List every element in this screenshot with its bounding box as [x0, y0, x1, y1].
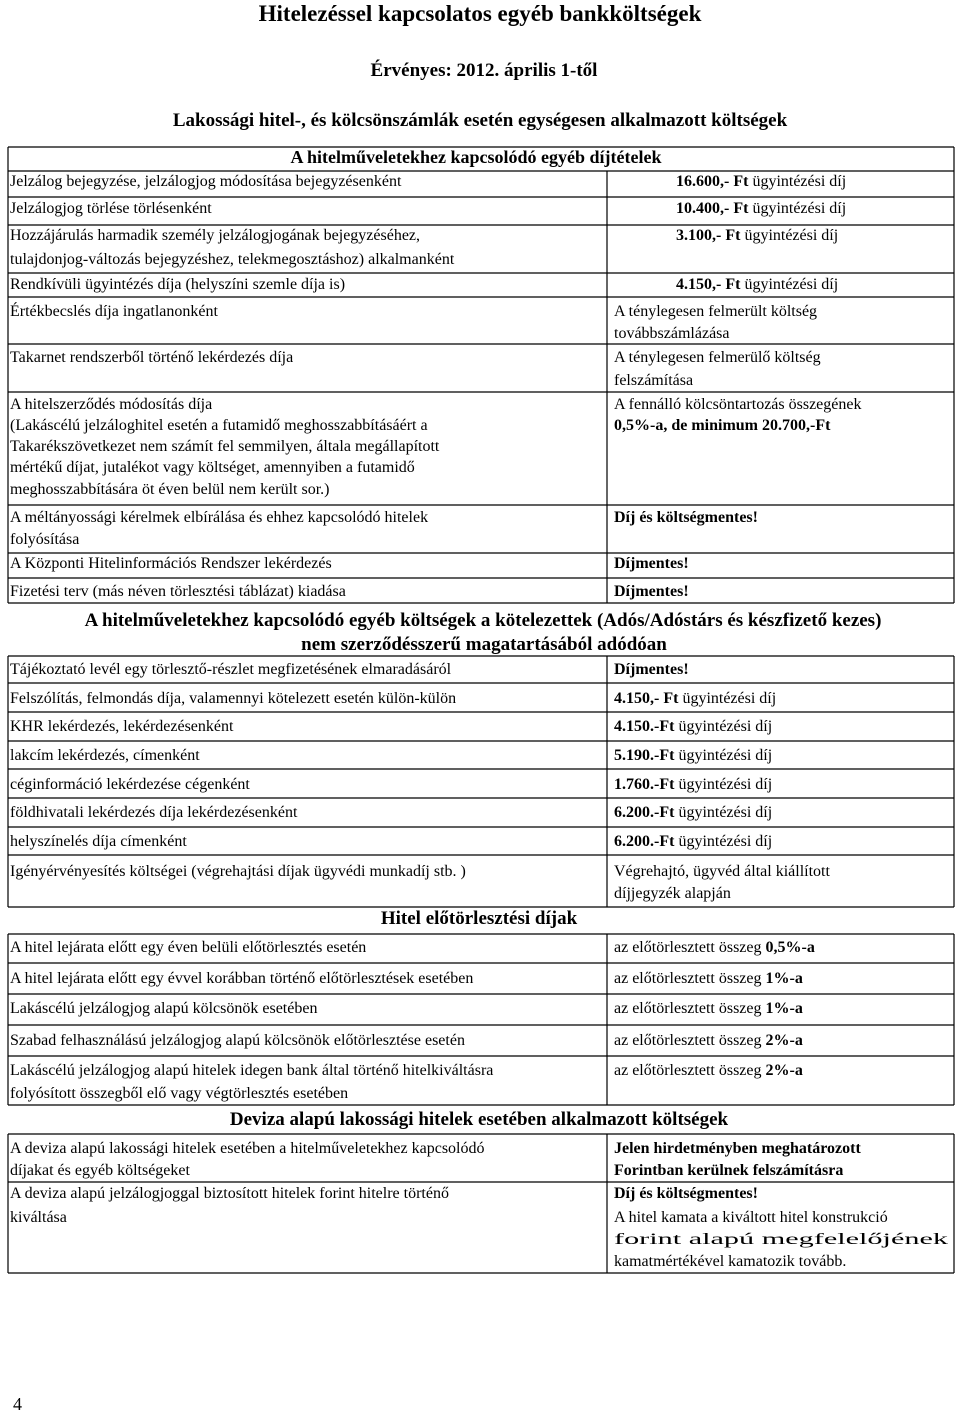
fee-description: Felszólítás, felmondás díja, valamennyi kötelezett esetén külön-külön [10, 690, 457, 707]
fee-row [10, 1185, 948, 1270]
fee-row [10, 863, 830, 902]
fee-value: A ténylegesen felmerülő költség [614, 349, 821, 366]
fee-description: A hitelszerződés módosítás díja [10, 396, 213, 413]
fee-description: A Központi Hitelinformációs Rendszer lekérdezés [10, 555, 332, 572]
fee-description: (Lakáscélú jelzáloghitel esetén a futamidő meghosszabbításáért a [10, 417, 428, 434]
fee-description: Értékbecslés díja ingatlanonként [10, 303, 218, 320]
fee-amount: 5.190.-Ft ügyintézési díj [614, 747, 773, 764]
fee-description: Szabad felhasználású jelzálogjog alapú kölcsönök előtörlesztése esetén [10, 1032, 465, 1049]
fee-amount: 1.760.-Ft ügyintézési díj [614, 776, 773, 793]
fee-amount: 4.150,- Ft ügyintézési díj [614, 690, 777, 707]
fee-row [10, 276, 838, 293]
fee-amount: 3.100,- Ft ügyintézési díj [676, 227, 839, 244]
fee-value: az előtörlesztett összeg 2%-a [614, 1062, 803, 1079]
fee-row [10, 173, 846, 190]
fee-value: Díj és költségmentes! [614, 509, 758, 526]
page-header [173, 1, 788, 131]
fee-value: A hitel kamata a kiváltott hitel konstrukció [614, 1209, 888, 1226]
fee-description: meghosszabbítására öt éven belül nem került sor.) [10, 481, 330, 498]
fee-value: díjjegyzék alapján [614, 885, 731, 902]
fee-description: A hitel lejárata előtt egy éven belüli előtörlesztés esetén [10, 939, 367, 956]
fee-description: Rendkívüli ügyintézés díja (helyszíni szemle díja is) [10, 276, 346, 293]
fee-description: A méltányossági kérelmek elbírálása és ehhez kapcsolódó hitelek [10, 509, 429, 526]
fee-row [10, 690, 776, 707]
fee-description: földhivatali lekérdezés díja lekérdezésenként [10, 804, 298, 821]
fee-description: Jelzálogjog törlése törlésenként [10, 200, 212, 217]
fee-description: Tájékoztató levél egy törlesztő-részlet megfizetésének elmaradásáról [10, 661, 452, 678]
fee-row [10, 555, 689, 572]
fee-amount: 6.200.-Ft ügyintézési díj [614, 804, 773, 821]
fee-row [10, 1000, 803, 1017]
fee-description: Igényérvényesítés költségei (végrehajtási díjak ügyvédi munkadíj stb. ) [10, 863, 466, 880]
fee-value: az előtörlesztett összeg 0,5%-a [614, 939, 815, 956]
fee-description: Takarnet rendszerből történő lekérdezés díja [10, 349, 294, 366]
fee-description: helyszínelés díja címenként [10, 833, 187, 850]
fee-value: Díjmentes! [614, 661, 689, 678]
section-heading: Deviza alapú lakossági hitelek esetében alkalmazott költségek [229, 1109, 729, 1130]
fee-row [10, 509, 758, 548]
fee-description: folyósítása [10, 531, 80, 548]
fee-description: lakcím lekérdezés, címenként [10, 747, 200, 764]
fee-amount: 6.200.-Ft ügyintézési díj [614, 833, 773, 850]
fee-description: KHR lekérdezés, lekérdezésenként [10, 718, 234, 735]
fee-value: Végrehajtó, ügyvéd által kiállított [614, 863, 830, 880]
fee-description: Fizetési terv (más néven törlesztési táblázat) kiadása [10, 583, 346, 600]
fee-description: folyósított összegből elő vagy végtörlesztés esetében [10, 1085, 349, 1102]
fee-row [10, 583, 689, 600]
fee-description: díjakat és egyéb költségeket [10, 1162, 190, 1179]
fee-amount: 4.150.-Ft ügyintézési díj [614, 718, 773, 735]
fee-row [10, 227, 838, 268]
fee-description: céginformáció lekérdezése cégenként [10, 776, 250, 793]
fee-row [10, 349, 821, 389]
fee-row [10, 396, 861, 498]
fee-row [10, 747, 772, 764]
fee-value: Díjmentes! [614, 583, 689, 600]
fee-value: A ténylegesen felmerült költség [614, 303, 818, 320]
fee-value: A fennálló kölcsöntartozás összegének [614, 396, 862, 413]
fee-description: A deviza alapú lakossági hitelek esetében a hitelműveletekhez kapcsolódó [10, 1140, 485, 1157]
fee-value: továbbszámlázása [614, 325, 730, 342]
section-fx-loan-fees [10, 1109, 948, 1270]
fee-description: tulajdonjog-változás bejegyzéshez, telekmegosztáshoz) alkalmanként [10, 251, 455, 268]
fee-description: Takarékszövetkezet nem számít fel semmilyen, általa megállapított [10, 438, 440, 455]
section-heading: nem szerződésszerű magatartásából adódóan [301, 634, 667, 655]
fee-row [10, 200, 846, 217]
fee-value: forint alapú megfelelőjének [614, 1231, 948, 1248]
fee-description: mértékű díjat, jutalékot vagy költséget, amennyiben a futamidő [10, 459, 415, 476]
fee-row [10, 661, 689, 678]
fee-row [10, 1062, 803, 1102]
fee-value: az előtörlesztett összeg 1%-a [614, 970, 803, 987]
fee-amount: 16.600,- Ft ügyintézési díj [676, 173, 847, 190]
fee-amount: 10.400,- Ft ügyintézési díj [676, 200, 847, 217]
fee-amount: 4.150,- Ft ügyintézési díj [676, 276, 839, 293]
fee-value: kamatmértékével kamatozik tovább. [614, 1253, 847, 1270]
fee-row [10, 301, 817, 342]
fee-value: 0,5%-a, de minimum 20.700,-Ft [614, 417, 831, 434]
section-prepayment-fees [10, 908, 815, 1102]
section-bank-fees [10, 147, 861, 600]
fee-value: az előtörlesztett összeg 2%-a [614, 1032, 803, 1049]
fee-value: felszámítása [614, 372, 694, 389]
fee-value: Forintban kerülnek felszámításra [614, 1162, 844, 1179]
fee-row [10, 804, 772, 821]
fee-value: az előtörlesztett összeg 1%-a [614, 1000, 803, 1017]
section-default-fees [10, 610, 881, 902]
validity-date: Érvényes: 2012. április 1-től [370, 60, 598, 81]
section-heading: A hitelműveletekhez kapcsolódó egyéb díjtételek [290, 147, 662, 167]
fee-description: A hitel lejárata előtt egy évvel korábban történő előtörlesztések esetében [10, 970, 474, 987]
fee-description: Jelzálog bejegyzése, jelzálogjog módosítása bejegyzésenként [10, 173, 402, 190]
fee-value: Jelen hirdetményben meghatározott [614, 1140, 861, 1157]
fee-value: Díjmentes! [614, 555, 689, 572]
fee-description: Hozzájárulás harmadik személy jelzálogjogának bejegyzéséhez, [10, 227, 421, 244]
fee-row [10, 1032, 803, 1049]
section-heading: Hitel előtörlesztési díjak [380, 908, 578, 929]
fee-description: Lakáscélú jelzálogjog alapú hitelek idegen bank által történő hitelkiváltásra [10, 1062, 494, 1079]
fee-description: Lakáscélú jelzálogjog alapú kölcsönök esetében [10, 1000, 318, 1017]
page-footer [13, 1394, 22, 1414]
fee-row [10, 939, 815, 956]
fee-row [10, 833, 772, 850]
page-number: 4 [13, 1394, 22, 1414]
fee-description: A deviza alapú jelzálogjoggal biztosított hitelek forint hitelre történő [10, 1185, 449, 1202]
page-title: Hitelezéssel kapcsolatos egyéb bankköltségek [258, 1, 702, 26]
fee-value: Díj és költségmentes! [614, 1185, 758, 1202]
fee-row [10, 1140, 861, 1179]
fee-row [10, 776, 772, 793]
fee-row [10, 718, 772, 735]
page-subtitle: Lakossági hitel-, és kölcsönszámlák esetén egységesen alkalmazott költségek [172, 110, 788, 131]
fee-row [10, 970, 803, 987]
section-heading: A hitelműveletekhez kapcsolódó egyéb költségek a kötelezettek (Adós/Adóstárs és készfizető kezes) [84, 610, 882, 631]
fee-description: kiváltása [10, 1209, 67, 1226]
